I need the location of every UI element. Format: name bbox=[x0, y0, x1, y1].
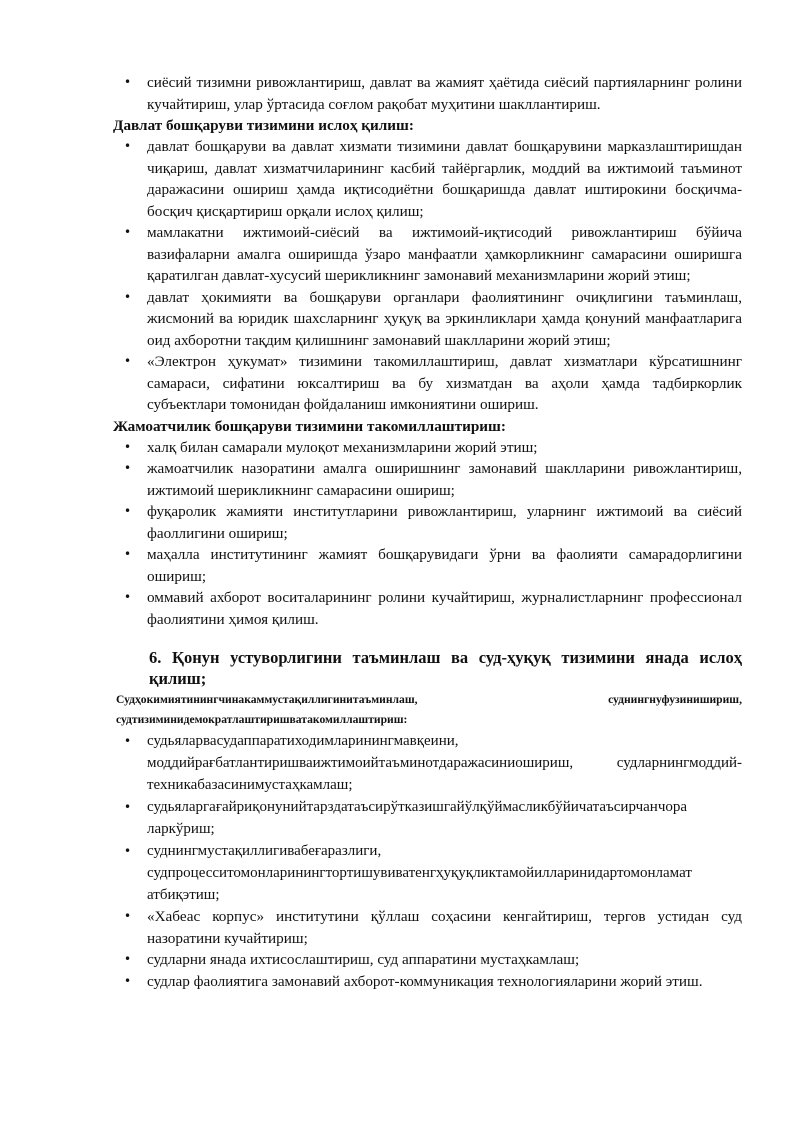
list-item: • мамлакатни ижтимоий-сиёсий ва ижтимоий-иқтисодий ривожлантириш бўйича вазифаларни амалга оширишда ўзаро манфаатли ҳамкорликнинг самарасини оширишга қаратилган давлат-хусусий шерикликнинг замонавий механизмларини жорий этиш; bbox=[116, 222, 742, 287]
document-body bbox=[113, 72, 742, 992]
list-item: • судьяларвасудаппаратиходимларинингмавқеини, моддийрағбатлантиришваижтимоийтаъминотдаражасиниошириш, судларнингмоддий-техникабазасинимустаҳкамлаш; bbox=[116, 730, 742, 796]
section-6-subheading-line1: Судҳокимиятинингчинакаммустақиллигинитаъминлаш, суднингнуфузинишириш, bbox=[116, 693, 742, 706]
section-heading-gov: Давлат бошқаруви тизимини ислоҳ қилиш: bbox=[113, 117, 414, 134]
section-heading-public: Жамоатчилик бошқаруви тизимини такомиллаштириш: bbox=[113, 417, 506, 435]
section-6-list-a bbox=[116, 730, 742, 906]
list-item: • давлат ҳокимияти ва бошқаруви органлари фаолиятининг очиқлигини таъминлаш, жисмоний ва юридик шахсларнинг ҳуқуқ ва эркинликлари ҳамда қонуний манфаатларига оид ахборотни тақдим қилишнинг замонавий шаклларини жорий этиш; bbox=[116, 287, 742, 352]
section-6-list-b bbox=[116, 906, 742, 992]
intro-list bbox=[116, 72, 742, 115]
public-list bbox=[116, 437, 742, 631]
section-6-heading: 6. Қонун устуворлигини таъминлаш ва суд-ҳуқуқ тизимини янада ислоҳ қилиш; bbox=[149, 648, 742, 688]
list-item: • «Хабеас корпус» институтини қўллаш соҳасини кенгайтириш, тергов устидан суд назоратини кучайтириш; bbox=[116, 906, 742, 949]
list-item: • оммавий ахборот воситаларининг ролини кучайтириш, журналистларнинг профессионал фаолиятини ҳимоя қилиш. bbox=[116, 587, 742, 630]
list-item: • жамоатчилик назоратини амалга оширишнинг замонавий шаклларини ривожлантириш, ижтимоий шерикликнинг самарасини ошириш; bbox=[116, 458, 742, 501]
list-item: • суднингмустақиллигивабеғаразлиги, судпроцесситомонларинингтортишувиватенгҳуқуқликтамойилларинидартомонламат атбиқэтиш; bbox=[116, 840, 742, 906]
list-item: • судьяларгағайриқонунийтарздатаъсирўтказишгайўлқўймасликбўйичатаъсирчанчора ларкўриш; bbox=[116, 796, 742, 840]
list-item: • сиёсий тизимни ривожлантириш, давлат ва жамият ҳаётида сиёсий партияларнинг ролини кучайтириш, улар ўртасида соғлом рақобат муҳитини шакллантириш. bbox=[116, 72, 742, 115]
list-item: • давлат бошқаруви ва давлат хизмати тизимини давлат бошқарувини марказлаштиришдан чиқариш, давлат хизматчиларининг касбий тайёргарлик, моддий ва ижтимоий таъминот даражасини ошириш ҳамда иқтисодиётни бошқаришда давлат иштирокини босқичма-босқич қисқартириш орқали ислоҳ қилиш; bbox=[116, 136, 742, 222]
list-item: • судларни янада ихтисослаштириш, суд аппаратини мустаҳкамлаш; bbox=[116, 949, 742, 971]
list-item: • «Электрон ҳукумат» тизимини такомиллаштириш, давлат хизматлари кўрсатишнинг самараси, сифатини юксалтириш ва бу хизматдан ва аҳоли ҳамда тадбиркорлик субъектлари томонидан фойдаланиш имкониятини ошириш. bbox=[116, 351, 742, 416]
list-item: • фуқаролик жамияти институтларини ривожлантириш, уларнинг ижтимоий ва сиёсий фаоллигини ошириш; bbox=[116, 501, 742, 544]
list-item: • халқ билан самарали мулоқот механизмларини жорий этиш; bbox=[116, 437, 742, 459]
list-item: • судлар фаолиятига замонавий ахборот-коммуникация технологияларини жорий этиш. bbox=[116, 971, 742, 993]
list-item: • маҳалла институтининг жамият бошқарувидаги ўрни ва фаолияти самарадорлигини ошириш; bbox=[116, 544, 742, 587]
gov-list bbox=[116, 136, 742, 416]
section-6-subheading-line2: судтизиминидемократлаштиришватакомиллаштириш: bbox=[116, 713, 408, 726]
